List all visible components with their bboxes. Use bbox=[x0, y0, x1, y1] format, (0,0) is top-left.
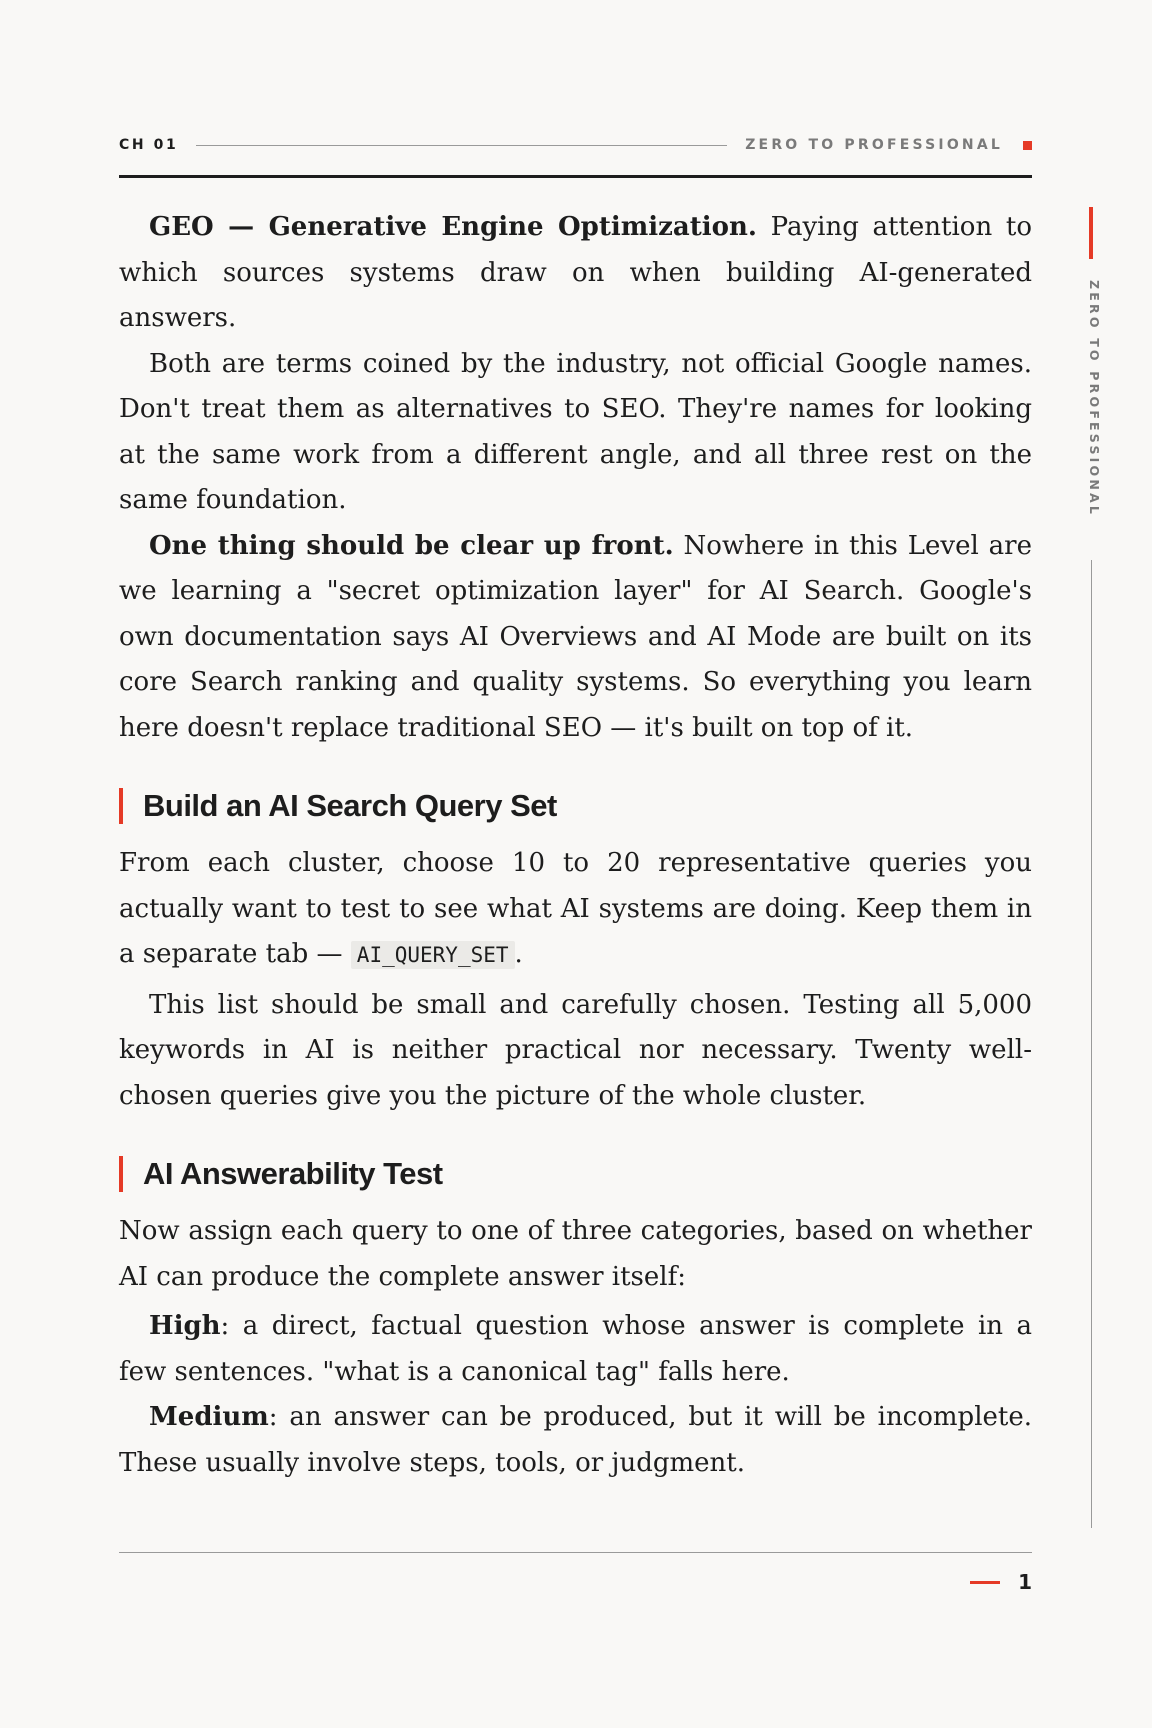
paragraph-small-list: This list should be small and carefully chosen. Testing all 5,000 keywords in AI is neither practical nor necessary. Twenty well-chosen queries give you the picture of the whole cluster. bbox=[119, 989, 1032, 1111]
query-set-text: From each cluster, choose 10 to 20 representative queries you actually want to test to see what AI systems are doing. Keep them in a separate tab — bbox=[119, 848, 1032, 969]
side-accent-bar bbox=[1089, 207, 1093, 259]
heading-query-set: Build an AI Search Query Set bbox=[119, 787, 1032, 825]
paragraph-geo bbox=[119, 205, 1032, 342]
medium-text: : an answer can be produced, but it will be incomplete. These usually involve steps, tools, or judgment. bbox=[119, 1402, 1032, 1478]
paragraph-medium bbox=[119, 1395, 1032, 1486]
query-set-end: . bbox=[514, 939, 523, 969]
footer-rule bbox=[119, 1552, 1032, 1553]
folio-dash-icon bbox=[970, 1581, 1000, 1584]
paragraph-clear-up-front bbox=[119, 524, 1032, 752]
page-folio bbox=[970, 1568, 1032, 1596]
running-head bbox=[119, 134, 1032, 156]
geo-term: GEO — Generative Engine Optimization. bbox=[149, 212, 757, 242]
medium-label: Medium bbox=[149, 1402, 269, 1432]
clear-lead: One thing should be clear up front. bbox=[149, 530, 674, 561]
accent-square-icon bbox=[1023, 141, 1032, 150]
side-rule bbox=[1091, 560, 1092, 1528]
paragraph-high bbox=[119, 1304, 1032, 1395]
query-set-code: AI_QUERY_SET bbox=[351, 941, 515, 969]
side-running-title: ZERO TO PROFESSIONAL bbox=[1087, 280, 1102, 518]
paragraph-terms-note: Both are terms coined by the industry, not official Google names. Don't treat them as alternatives to SEO. They're names for looking at the same work from a different angle, and all three rest on the same foundation. bbox=[119, 348, 1032, 515]
running-head-line bbox=[196, 145, 727, 146]
page-number: 1 bbox=[1018, 1570, 1032, 1594]
paragraph-answerability-intro: Now assign each query to one of three categories, based on whether AI can produce the complete answer itself: bbox=[119, 1216, 1032, 1292]
book-title: ZERO TO PROFESSIONAL bbox=[745, 137, 1003, 153]
geo-text: Paying attention to which sources systems draw on when building AI-generated answers. bbox=[119, 212, 1032, 333]
chapter-label: CH 01 bbox=[119, 137, 179, 153]
header-rule bbox=[119, 175, 1032, 178]
high-label: High bbox=[149, 1311, 221, 1341]
page-body bbox=[119, 205, 1032, 1486]
high-text: : a direct, factual question whose answer is complete in a few sentences. "what is a canonical tag" falls here. bbox=[119, 1311, 1032, 1387]
heading-answerability: AI Answerability Test bbox=[119, 1155, 1032, 1193]
paragraph-query-set bbox=[119, 841, 1032, 979]
clear-text: Nowhere in this Level are we learning a "secret optimization layer" for AI Search. Google's own documentation says AI Overviews and AI Mode are built on its core Search ranking and quality systems. So everything you learn here doesn't replace traditional SEO — it's built on top of it. bbox=[119, 530, 1032, 743]
